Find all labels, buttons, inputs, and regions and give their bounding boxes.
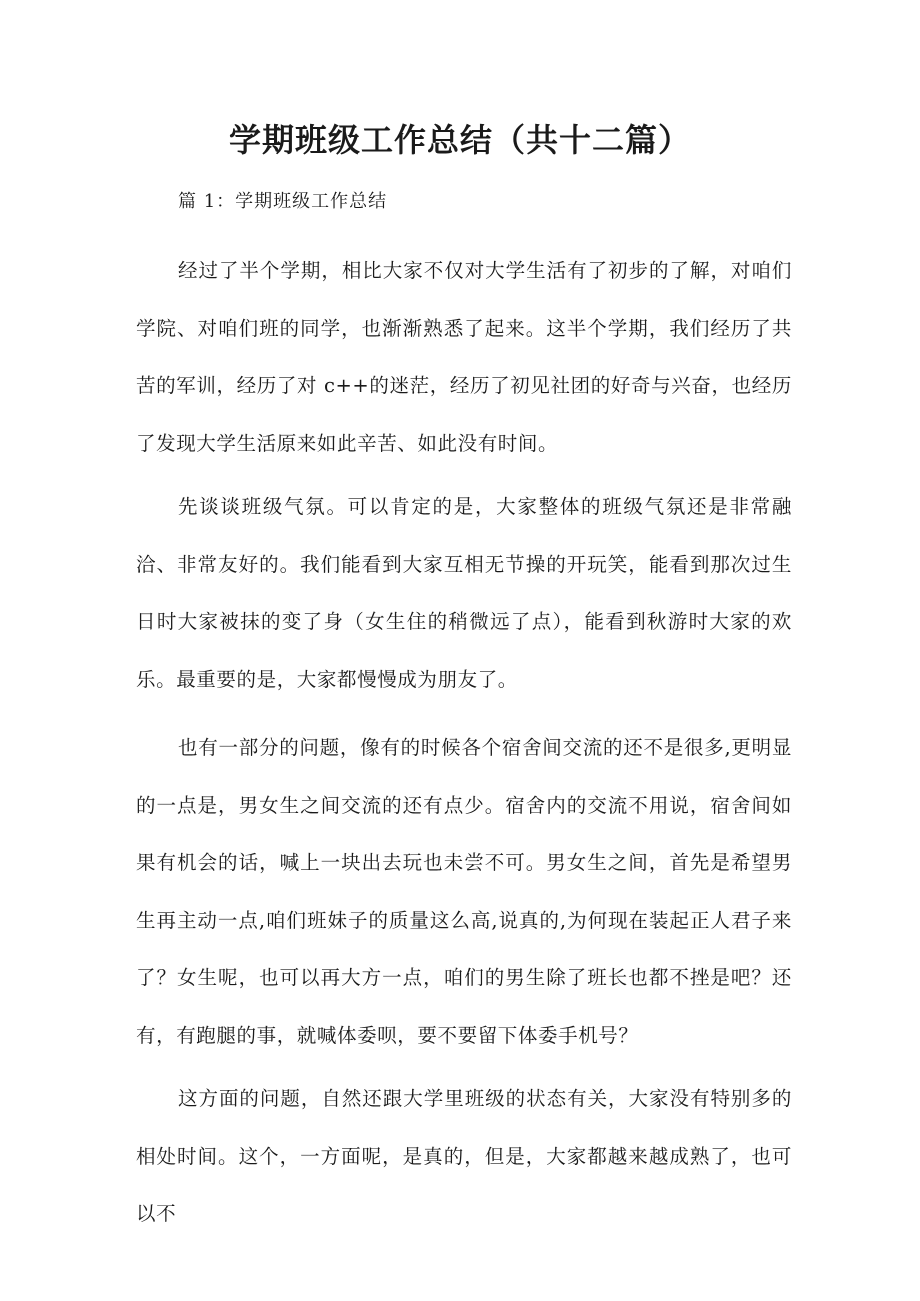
paragraph-3: 也有一部分的问题，像有的时候各个宿舍间交流的还不是很多,更明显的一点是，男女生之间交流的还有点少。宿舍内的交流不用说，宿舍间如果有机会的话，喊上一块出去玩也未尝不可。男女生之间，首先是希望男生再主动一点,咱们班妹子的质量这么高,说真的,为何现在装起正人君子来了？女生呢，也可以再大方一点，咱们的男生除了班长也都不挫是吧？还有，有跑腿的事，就喊体委呗，要不要留下体委手机号？	[136, 736, 792, 1047]
document-title: 学期班级工作总结（共十二篇）	[228, 121, 691, 159]
section-heading: 篇 1：学期班级工作总结	[178, 191, 388, 212]
paragraph-2: 先谈谈班级气氛。可以肯定的是，大家整体的班级气氛还是非常融洽、非常友好的。我们能看到大家互相无节操的开玩笑，能看到那次过生日时大家被抹的变了身（女生住的稍微远了点），能看到秋游时大家的欢乐。最重要的是，大家都慢慢成为朋友了。	[136, 495, 792, 691]
paragraph-1: 经过了半个学期，相比大家不仅对大学生活有了初步的了解，对咱们学院、对咱们班的同学，也渐渐熟悉了起来。这半个学期，我们经历了共苦的军训，经历了对 c++的迷茫，经历了初见社团的好奇与兴奋，也经历了发现大学生活原来如此辛苦、如此没有时间。	[136, 259, 792, 455]
paragraph-4: 这方面的问题，自然还跟大学里班级的状态有关，大家没有特别多的相处时间。这个，一方面呢，是真的，但是，大家都越来越成熟了，也可以不	[136, 1087, 792, 1225]
